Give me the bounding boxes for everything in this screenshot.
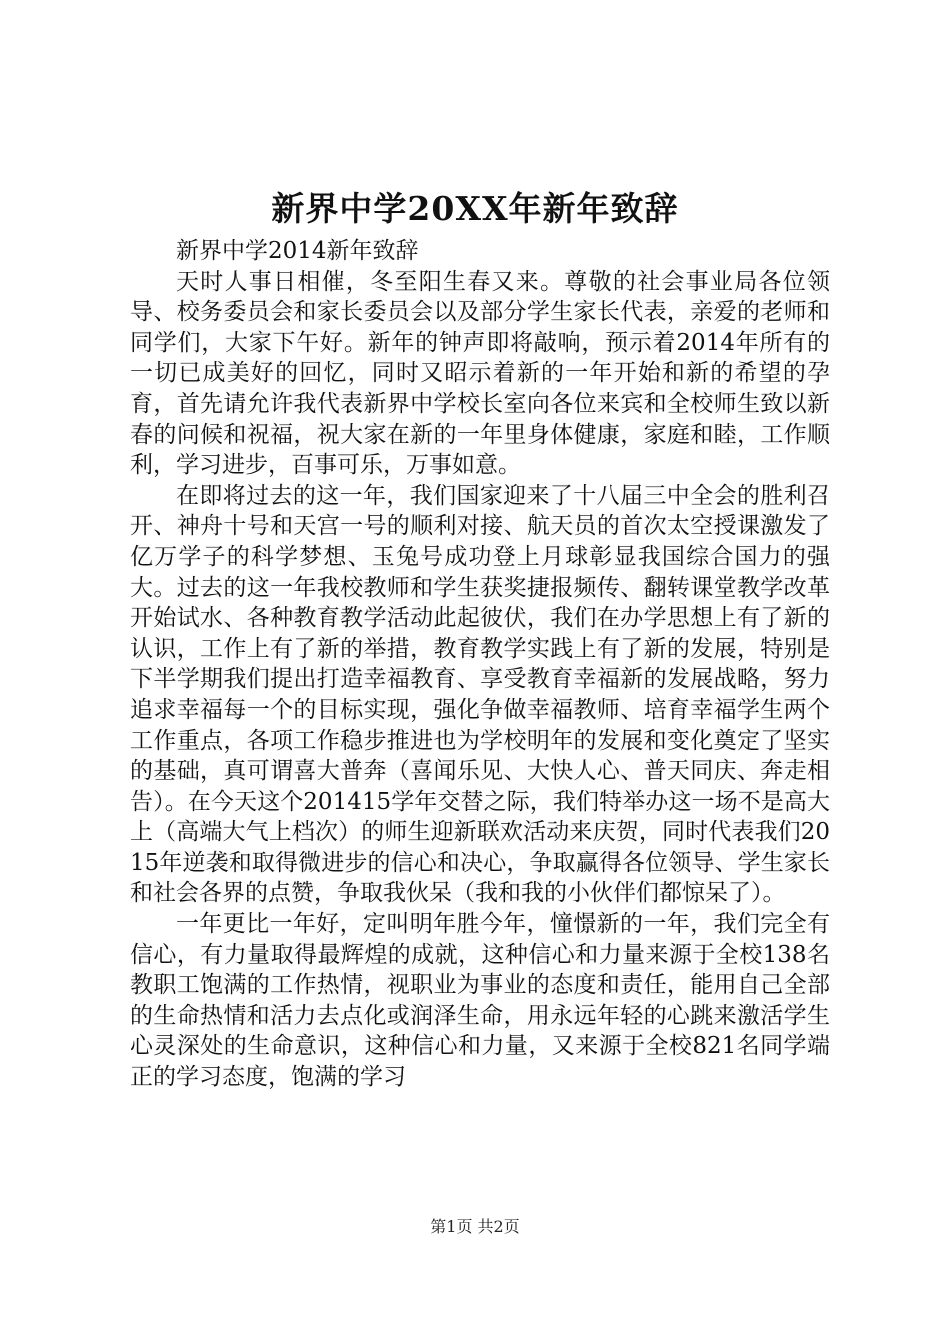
body-paragraph: 天时人事日相催，冬至阳生春又来。尊敬的社会事业局各位领导、校务委员会和家长委员会以及部分学生家长代表，亲爱的老师和同学们，大家下午好。新年的钟声即将敲响，预示着2014年所有的一切已成美好的回忆，同时又昭示着新的一年开始和新的希望的孕育，首先请允许我代表新界中学校长室向各位来宾和全校师生致以新春的问候和祝福，祝大家在新的一年里身体健康，家庭和睦，工作顺利，学习进步，百事可乐，万事如意。 <box>130 268 830 479</box>
document-title: 新界中学20XX年新年致辞 <box>271 189 679 228</box>
body-paragraph: 一年更比一年好，定叫明年胜今年，憧憬新的一年，我们完全有信心，有力量取得最辉煌的成就，这种信心和力量来源于全校138名教职工饱满的工作热情，视职业为事业的态度和责任，能用自己全部的生命热情和活力去点化或润泽生命，用永远年轻的心跳来激活学生心灵深处的生命意识，这种信心和力量，又来源于全校821名同学端正的学习态度，饱满的学习 <box>130 911 830 1091</box>
page-number-footer: 第1页 共2页 <box>430 1217 520 1236</box>
body-paragraph: 在即将过去的这一年，我们国家迎来了十八届三中全会的胜利召开、神舟十号和天宫一号的顺利对接、航天员的首次太空授课激发了亿万学子的科学梦想、玉兔号成功登上月球彰显我国综合国力的强大。过去的这一年我校教师和学生获奖捷报频传、翻转课堂教学改革开始试水、各种教育教学活动此起彼伏，我们在办学思想上有了新的认识，工作上有了新的举措，教育教学实践上有了新的发展，特别是下半学期我们提出打造幸福教育、享受教育幸福新的发展战略，努力追求幸福每一个的目标实现，强化争做幸福教师、培育幸福学生两个工作重点，各项工作稳步推进也为学校明年的发展和变化奠定了坚实的基础，真可谓喜大普奔（喜闻乐见、大快人心、普天同庆、奔走相告）。在今天这个201415学年交替之际，我们特举办这一场不是高大上（高端大气上档次）的师生迎新联欢活动来庆贺，同时代表我们2015年逆袭和取得微进步的信心和决心，争取赢得各位领导、学生家长和社会各界的点赞，争取我伙呆（我和我的小伙伴们都惊呆了）。 <box>130 482 830 907</box>
document-body <box>130 236 830 1093</box>
subtitle-paragraph: 新界中学2014新年致辞 <box>176 238 419 264</box>
